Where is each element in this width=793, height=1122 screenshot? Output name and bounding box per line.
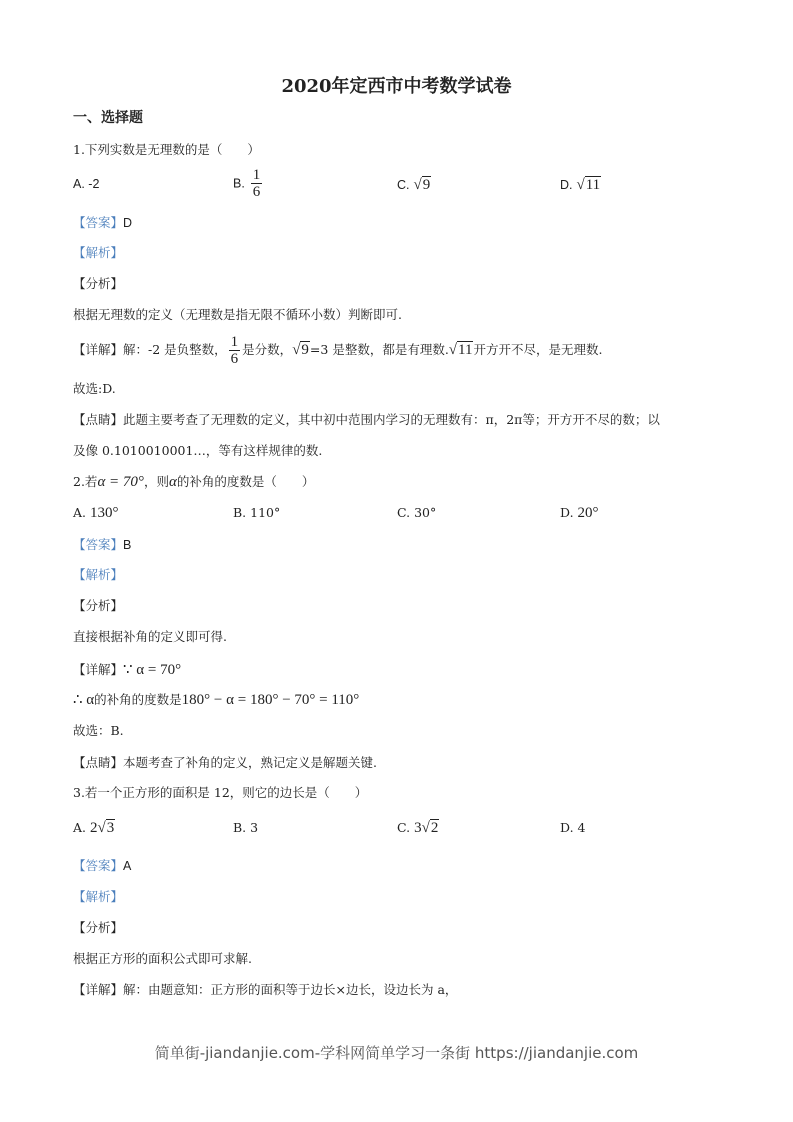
question-2-stem: 2.若α = 70°，则α的补角的度数是（ ） — [73, 474, 315, 490]
q3-fenxi-label: 【分析】 — [73, 920, 124, 935]
page-title: 2020年定西市中考数学试卷 — [281, 76, 512, 97]
q2-option-b: B. 110° — [233, 505, 281, 520]
q1-option-b: B. $\frac{1}{6}$ — [233, 167, 261, 200]
q1-dianjing: 【点睛】此题主要考查了无理数的定义，其中初中范围内学习的无理数有：π，2π等；开方开不尽的数；以 — [73, 412, 660, 427]
q1-answer: 【答案】D — [73, 215, 133, 230]
q3-option-d: D. 4 — [560, 820, 586, 835]
footer-watermark: 简单街-jiandanjie.com-学科网简单学习一条街 https://jiandanjie.com — [154, 1044, 639, 1062]
q3-xiangjie: 【详解】解：由题意知：正方形的面积等于边长×边长，设边长为 a， — [73, 982, 458, 997]
q2-option-d: D. 20° — [560, 505, 599, 521]
q3-option-b: B. 3 — [233, 820, 259, 835]
q3-option-c: C. 3√2 — [397, 820, 439, 836]
q1-fenxi-text: 根据无理数的定义（无理数是指无限不循环小数）判断即可. — [73, 307, 402, 322]
q1-guxuan: 故选:D. — [73, 381, 116, 396]
q1-option-d: D. √11 — [560, 177, 601, 193]
question-1-stem: 1.下列实数是无理数的是（ ） — [73, 142, 260, 157]
q1-option-c: C. √9 — [397, 177, 431, 193]
q2-xiangjie: 【详解】∵ α = 70° — [73, 662, 182, 678]
q1-xiangjie: 【详解】解：-2 是负整数， $\frac{1}{6}$ 是分数，√9=3 是整数，都是有理数.√11开方开不尽，是无理数. — [73, 334, 603, 367]
q2-option-c: C. 30° — [397, 505, 437, 520]
q2-guxuan: 故选：B. — [73, 723, 124, 738]
q1-jiexi-label: 【解析】 — [73, 245, 124, 260]
q1-option-a: A. -2 — [73, 177, 100, 191]
section-heading: 一、选择题 — [73, 110, 143, 126]
q2-dianjing: 【点睛】本题考查了补角的定义，熟记定义是解题关键. — [73, 755, 377, 770]
q1-fenxi-label: 【分析】 — [73, 276, 124, 291]
q2-jiexi-label: 【解析】 — [73, 567, 124, 582]
q3-option-a: A. 2√3 — [73, 820, 115, 836]
q3-fenxi-text: 根据正方形的面积公式即可求解. — [73, 951, 252, 966]
question-3-stem: 3.若一个正方形的面积是 12，则它的边长是（ ） — [73, 785, 368, 800]
q2-xiangjie-line2: ∴ α的补角的度数是180° − α = 180° − 70° = 110° — [73, 692, 360, 708]
q2-answer: 【答案】B — [73, 537, 132, 552]
q1-dianjing-cont: 及像 0.1010010001…，等有这样规律的数. — [73, 443, 323, 458]
q3-jiexi-label: 【解析】 — [73, 889, 124, 904]
q2-option-a: A. 130° — [73, 505, 119, 521]
q2-fenxi-text: 直接根据补角的定义即可得. — [73, 629, 227, 644]
q2-fenxi-label: 【分析】 — [73, 598, 124, 613]
q3-answer: 【答案】A — [73, 858, 132, 873]
